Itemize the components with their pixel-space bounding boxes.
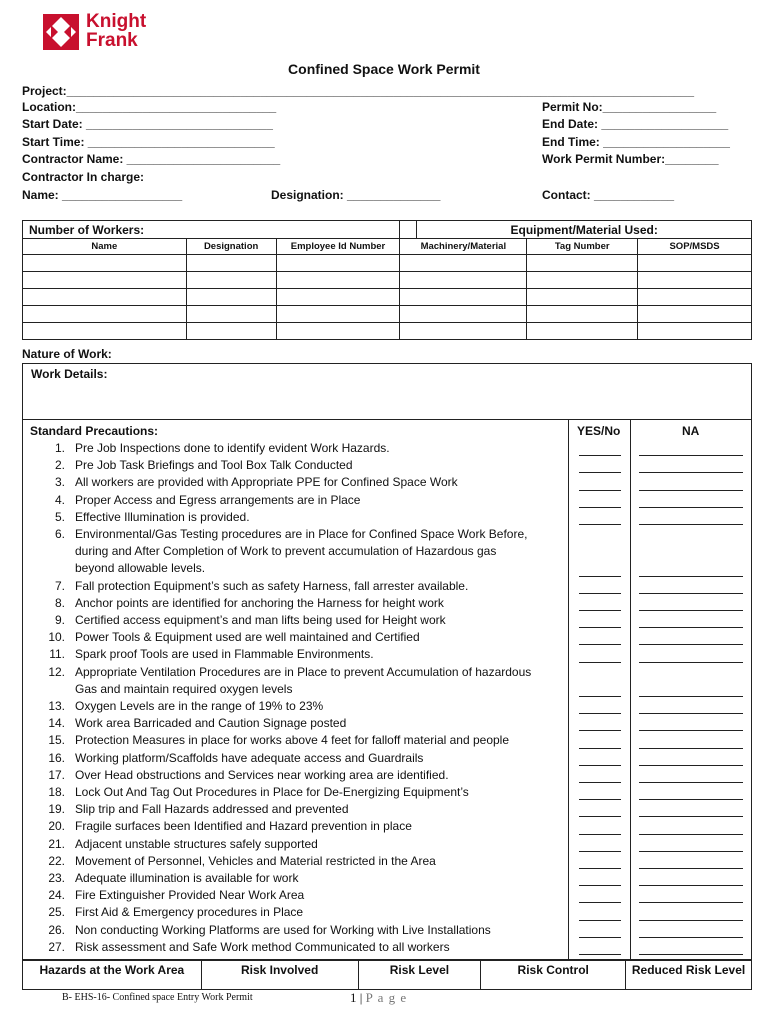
precaution-text <box>75 853 555 870</box>
logo-wordmark <box>86 12 146 50</box>
start-time-field[interactable]: Start Time: ____________________________ <box>22 135 275 149</box>
work-details-label: Work Details: <box>31 367 108 381</box>
table-cell[interactable] <box>638 323 752 340</box>
table-cell[interactable] <box>638 306 752 323</box>
table-cell[interactable] <box>276 306 400 323</box>
precaution-number: 23. <box>48 871 65 885</box>
precaution-number: 1. <box>54 441 65 455</box>
na-blank[interactable] <box>639 954 743 955</box>
precaution-text-line: Lock Out And Tag Out Procedures in Place for De-Energizing Equipment’s <box>75 785 469 799</box>
nature-of-work-label: Nature of Work: <box>22 347 112 361</box>
precaution-text <box>75 836 555 853</box>
na-blank[interactable] <box>639 644 743 645</box>
table-cell[interactable] <box>400 272 527 289</box>
na-blank[interactable] <box>639 868 743 869</box>
na-blank[interactable] <box>639 782 743 783</box>
na-blank[interactable] <box>639 662 743 663</box>
table-cell[interactable] <box>23 255 187 272</box>
table-cell[interactable] <box>23 289 187 306</box>
precaution-text <box>75 595 555 612</box>
table-row <box>23 306 752 323</box>
precaution-number: 17. <box>48 767 65 782</box>
yes-no-blank[interactable] <box>579 455 621 456</box>
contractor-in-charge-label: Contractor In charge: <box>22 170 145 184</box>
yes-no-blank[interactable] <box>579 885 621 886</box>
precaution-text <box>75 492 555 509</box>
contractor-name-field[interactable]: Contractor Name: _______________________ <box>22 152 281 166</box>
precaution-number: 5. <box>54 509 65 524</box>
table-cell[interactable] <box>186 272 276 289</box>
precaution-text-line: Movement of Personnel, Vehicles and Material restricted in the Area <box>75 853 436 868</box>
end-date-field[interactable]: End Date: ___________________ <box>542 117 729 131</box>
table-cell[interactable] <box>400 255 527 272</box>
na-blank[interactable] <box>639 507 743 508</box>
col-header-sop-msds: SOP/MSDS <box>638 239 752 255</box>
table-cell[interactable] <box>400 306 527 323</box>
precaution-text-line: Adjacent unstable structures safely supported <box>75 836 318 851</box>
table-cell[interactable] <box>400 323 527 340</box>
table-cell[interactable] <box>186 255 276 272</box>
precaution-number: 18. <box>48 785 65 799</box>
precaution-text-line: Protection Measures in place for works above 4 feet for falloff material and people <box>75 733 510 748</box>
precaution-text-line: beyond allowable levels. <box>75 561 206 575</box>
yes-no-blank[interactable] <box>579 730 621 731</box>
table-cell[interactable] <box>186 289 276 306</box>
na-blank[interactable] <box>639 593 743 594</box>
na-blank[interactable] <box>639 799 743 800</box>
yes-no-blank[interactable] <box>579 954 621 955</box>
page-title: Confined Space Work Permit <box>288 61 480 77</box>
precaution-text <box>75 526 555 577</box>
na-blank[interactable] <box>639 472 743 473</box>
yes-no-header: YES/No <box>577 424 621 438</box>
na-blank[interactable] <box>639 851 743 852</box>
precaution-number: 7. <box>54 578 65 593</box>
precaution-number: 14. <box>48 716 65 731</box>
table-cell[interactable] <box>276 255 400 272</box>
logo-line-1: Knight <box>86 11 147 32</box>
precaution-number: 16. <box>48 750 65 765</box>
na-blank[interactable] <box>639 885 743 886</box>
table-cell[interactable] <box>23 323 187 340</box>
yes-no-blank[interactable] <box>579 834 621 835</box>
precaution-text-line: Oxygen Levels are in the range of 19% to 23% <box>75 699 324 713</box>
name-field[interactable]: Name: __________________ <box>22 188 183 202</box>
table-row <box>23 323 752 340</box>
precaution-text <box>75 440 555 457</box>
precaution-text-line: Gas and maintain required oxygen levels <box>75 681 293 696</box>
na-blank[interactable] <box>639 610 743 611</box>
footer-page-number <box>350 990 407 1006</box>
precaution-number: 22. <box>48 853 65 868</box>
page-num: 1 <box>350 990 357 1005</box>
precaution-number: 21. <box>48 836 65 851</box>
na-blank[interactable] <box>639 713 743 714</box>
table-cell[interactable] <box>23 306 187 323</box>
precaution-number: 6. <box>54 527 65 541</box>
precaution-text-line: Risk assessment and Safe Work method Communicated to all workers <box>75 939 450 954</box>
precaution-text-line: Certified access equipment’s and man lifts being used for Height work <box>75 613 446 627</box>
na-blank[interactable] <box>639 834 743 835</box>
table-cell[interactable] <box>527 272 638 289</box>
precaution-text <box>75 939 555 956</box>
hazards-table <box>22 959 752 990</box>
logo-mark-icon <box>43 14 79 50</box>
precaution-text <box>75 922 555 939</box>
start-date-field[interactable]: Start Date: ____________________________ <box>22 117 273 131</box>
precaution-text <box>75 715 555 732</box>
na-blank[interactable] <box>639 627 743 628</box>
table-cell[interactable] <box>276 289 400 306</box>
table-row <box>23 289 752 306</box>
col-header-name: Name <box>23 239 187 255</box>
page-word: P a g e <box>365 990 408 1005</box>
precaution-number: 11. <box>49 647 65 662</box>
table-cell[interactable] <box>23 272 187 289</box>
table-cell[interactable] <box>400 289 527 306</box>
col-header-risk-level: Risk Level <box>358 960 481 990</box>
yes-no-blank[interactable] <box>579 490 621 491</box>
precaution-text-line: Slip trip and Fall Hazards addressed and prevented <box>75 802 349 817</box>
precaution-text <box>75 767 555 784</box>
end-time-field[interactable]: End Time: ___________________ <box>542 135 730 149</box>
precaution-text-line: Fragile surfaces been Identified and Hazard prevention in place <box>75 819 412 834</box>
na-blank[interactable] <box>639 576 743 577</box>
precaution-text <box>75 750 555 767</box>
knight-frank-logo <box>43 12 159 56</box>
precaution-text-line: during and After Completion of Work to prevent accumulation of Hazardous gas <box>75 544 497 558</box>
yes-no-blank[interactable] <box>579 816 621 817</box>
precaution-text <box>75 474 555 491</box>
precaution-text-line: First Aid & Emergency procedures in Place <box>75 905 304 920</box>
work-permit-number-field[interactable]: Work Permit Number:________ <box>542 152 719 166</box>
yes-no-blank[interactable] <box>579 799 621 800</box>
yes-no-blank[interactable] <box>579 748 621 749</box>
na-blank[interactable] <box>639 696 743 697</box>
table-row <box>23 272 752 289</box>
precaution-text-line: Power Tools & Equipment used are well maintained and Certified <box>75 630 420 645</box>
standard-precautions-box <box>22 419 752 961</box>
yes-no-blank[interactable] <box>579 765 621 766</box>
precaution-text <box>75 801 555 818</box>
precaution-text <box>75 578 555 595</box>
precaution-text <box>75 784 555 801</box>
location-field[interactable]: Location:______________________________ <box>22 100 277 114</box>
col-header-designation: Designation <box>186 239 276 255</box>
precaution-text-line: Fall protection Equipment’s such as safety Harness, fall arrester available. <box>75 578 469 593</box>
precaution-text-line: Working platform/Scaffolds have adequate access and Guardrails <box>75 750 424 765</box>
table-cell[interactable] <box>527 289 638 306</box>
na-blank[interactable] <box>639 748 743 749</box>
precaution-number: 15. <box>48 733 65 748</box>
yes-no-blank[interactable] <box>579 851 621 852</box>
na-blank[interactable] <box>639 524 743 525</box>
yes-no-blank[interactable] <box>579 644 621 645</box>
table-cell[interactable] <box>638 255 752 272</box>
table-cell[interactable] <box>276 272 400 289</box>
table-divider-cell <box>400 221 417 239</box>
col-header-risk-involved: Risk Involved <box>201 960 358 990</box>
precaution-number: 26. <box>48 922 65 937</box>
precaution-text-line: Adequate illumination is available for work <box>75 871 299 885</box>
table-cell[interactable] <box>527 255 638 272</box>
table-cell[interactable] <box>186 323 276 340</box>
standard-precautions-title: Standard Precautions: <box>30 424 159 438</box>
precaution-number: 3. <box>54 475 65 490</box>
logo-line-2: Frank <box>86 30 138 51</box>
na-header: NA <box>682 424 700 438</box>
precaution-text-line: Spark proof Tools are used in Flammable Environments. <box>75 647 374 662</box>
precaution-text-line: Pre Job Task Briefings and Tool Box Talk Conducted <box>75 458 353 473</box>
na-blank[interactable] <box>639 816 743 817</box>
col-header-hazards: Hazards at the Work Area <box>23 960 202 990</box>
precaution-number: 24. <box>48 888 65 903</box>
footer-doc-ref: B- EHS-16- Confined space Entry Work Permit <box>62 992 253 1003</box>
na-blank[interactable] <box>639 902 743 903</box>
precaution-number: 12. <box>48 664 65 679</box>
precaution-text <box>75 457 555 474</box>
precaution-number: 19. <box>48 802 65 817</box>
yes-no-blank[interactable] <box>579 713 621 714</box>
yes-no-blank[interactable] <box>579 524 621 525</box>
designation-field[interactable]: Designation: ______________ <box>271 188 441 202</box>
precaution-text <box>75 904 555 921</box>
yes-no-blank[interactable] <box>579 593 621 594</box>
precaution-text <box>75 870 555 887</box>
na-blank[interactable] <box>639 730 743 731</box>
yes-no-blank[interactable] <box>579 937 621 938</box>
col-header-tag-number: Tag Number <box>527 239 638 255</box>
yes-no-blank[interactable] <box>579 576 621 577</box>
table-cell[interactable] <box>527 306 638 323</box>
table-cell[interactable] <box>186 306 276 323</box>
precaution-text <box>75 612 555 629</box>
precaution-number: 4. <box>54 492 65 507</box>
yes-no-blank[interactable] <box>579 696 621 697</box>
na-blank[interactable] <box>639 455 743 456</box>
yes-no-blank[interactable] <box>579 868 621 869</box>
precaution-number: 10. <box>48 630 65 645</box>
yes-no-blank[interactable] <box>579 902 621 903</box>
precaution-text <box>75 818 555 835</box>
project-field[interactable]: Project:______________________________________________________________________________________________ <box>22 84 695 98</box>
yes-no-blank[interactable] <box>579 662 621 663</box>
table-cell[interactable] <box>638 289 752 306</box>
precaution-text <box>75 698 555 715</box>
precaution-number: 13. <box>48 699 65 713</box>
yes-no-column-divider <box>568 420 569 960</box>
precaution-number: 20. <box>48 819 65 834</box>
precaution-text-line: Anchor points are identified for anchoring the Harness for height work <box>75 595 444 610</box>
col-header-reduced-risk-level: Reduced Risk Level <box>626 960 752 990</box>
precaution-text <box>75 664 555 698</box>
precaution-text <box>75 646 555 663</box>
precaution-text <box>75 732 555 749</box>
na-blank[interactable] <box>639 490 743 491</box>
na-blank[interactable] <box>639 765 743 766</box>
precaution-number: 8. <box>54 595 65 610</box>
precaution-number: 27. <box>48 939 65 954</box>
precaution-number: 9. <box>54 613 65 627</box>
workers-equipment-table <box>22 220 752 340</box>
yes-no-blank[interactable] <box>579 920 621 921</box>
precaution-text <box>75 509 555 526</box>
na-blank[interactable] <box>639 937 743 938</box>
na-column-divider <box>630 420 631 960</box>
yes-no-blank[interactable] <box>579 507 621 508</box>
yes-no-blank[interactable] <box>579 472 621 473</box>
table-cell[interactable] <box>276 323 400 340</box>
precaution-text-line: Fire Extinguisher Provided Near Work Area <box>75 888 305 903</box>
precaution-number: 2. <box>54 458 65 473</box>
precaution-text-line: Non conducting Working Platforms are used for Working with Live Installations <box>75 922 491 937</box>
table-cell[interactable] <box>527 323 638 340</box>
col-header-employee-id: Employee Id Number <box>276 239 400 255</box>
precaution-text-line: Over Head obstructions and Services near working area are identified. <box>75 767 449 782</box>
col-header-risk-control: Risk Control <box>481 960 626 990</box>
contact-field[interactable]: Contact: ____________ <box>542 188 675 202</box>
precaution-text <box>75 629 555 646</box>
precaution-text-line: Pre Job Inspections done to identify evident Work Hazards. <box>75 441 390 455</box>
precaution-text-line: Work area Barricaded and Caution Signage posted <box>75 716 347 731</box>
precaution-text-line: Effective Illumination is provided. <box>75 509 250 524</box>
permit-no-field[interactable]: Permit No:_________________ <box>542 100 717 114</box>
precaution-text-line: Proper Access and Egress arrangements are in Place <box>75 492 361 507</box>
page-separator: | <box>356 990 366 1005</box>
precaution-text-line: All workers are provided with Appropriate PPE for Confined Space Work <box>75 475 458 490</box>
precaution-number: 25. <box>48 905 65 920</box>
table-cell[interactable] <box>638 272 752 289</box>
table-row <box>23 255 752 272</box>
yes-no-blank[interactable] <box>579 627 621 628</box>
work-details-box[interactable] <box>22 363 752 420</box>
yes-no-blank[interactable] <box>579 782 621 783</box>
precaution-text-line: Environmental/Gas Testing procedures are in Place for Confined Space Work Before, <box>75 527 528 541</box>
na-blank[interactable] <box>639 920 743 921</box>
workers-title: Number of Workers: <box>23 221 400 239</box>
precaution-text-line: Appropriate Ventilation Procedures are in Place to prevent Accumulation of hazardous <box>75 664 532 679</box>
col-header-machinery: Machinery/Material <box>400 239 527 255</box>
equipment-title: Equipment/Material Used: <box>417 221 752 239</box>
yes-no-blank[interactable] <box>579 610 621 611</box>
precaution-text <box>75 887 555 904</box>
